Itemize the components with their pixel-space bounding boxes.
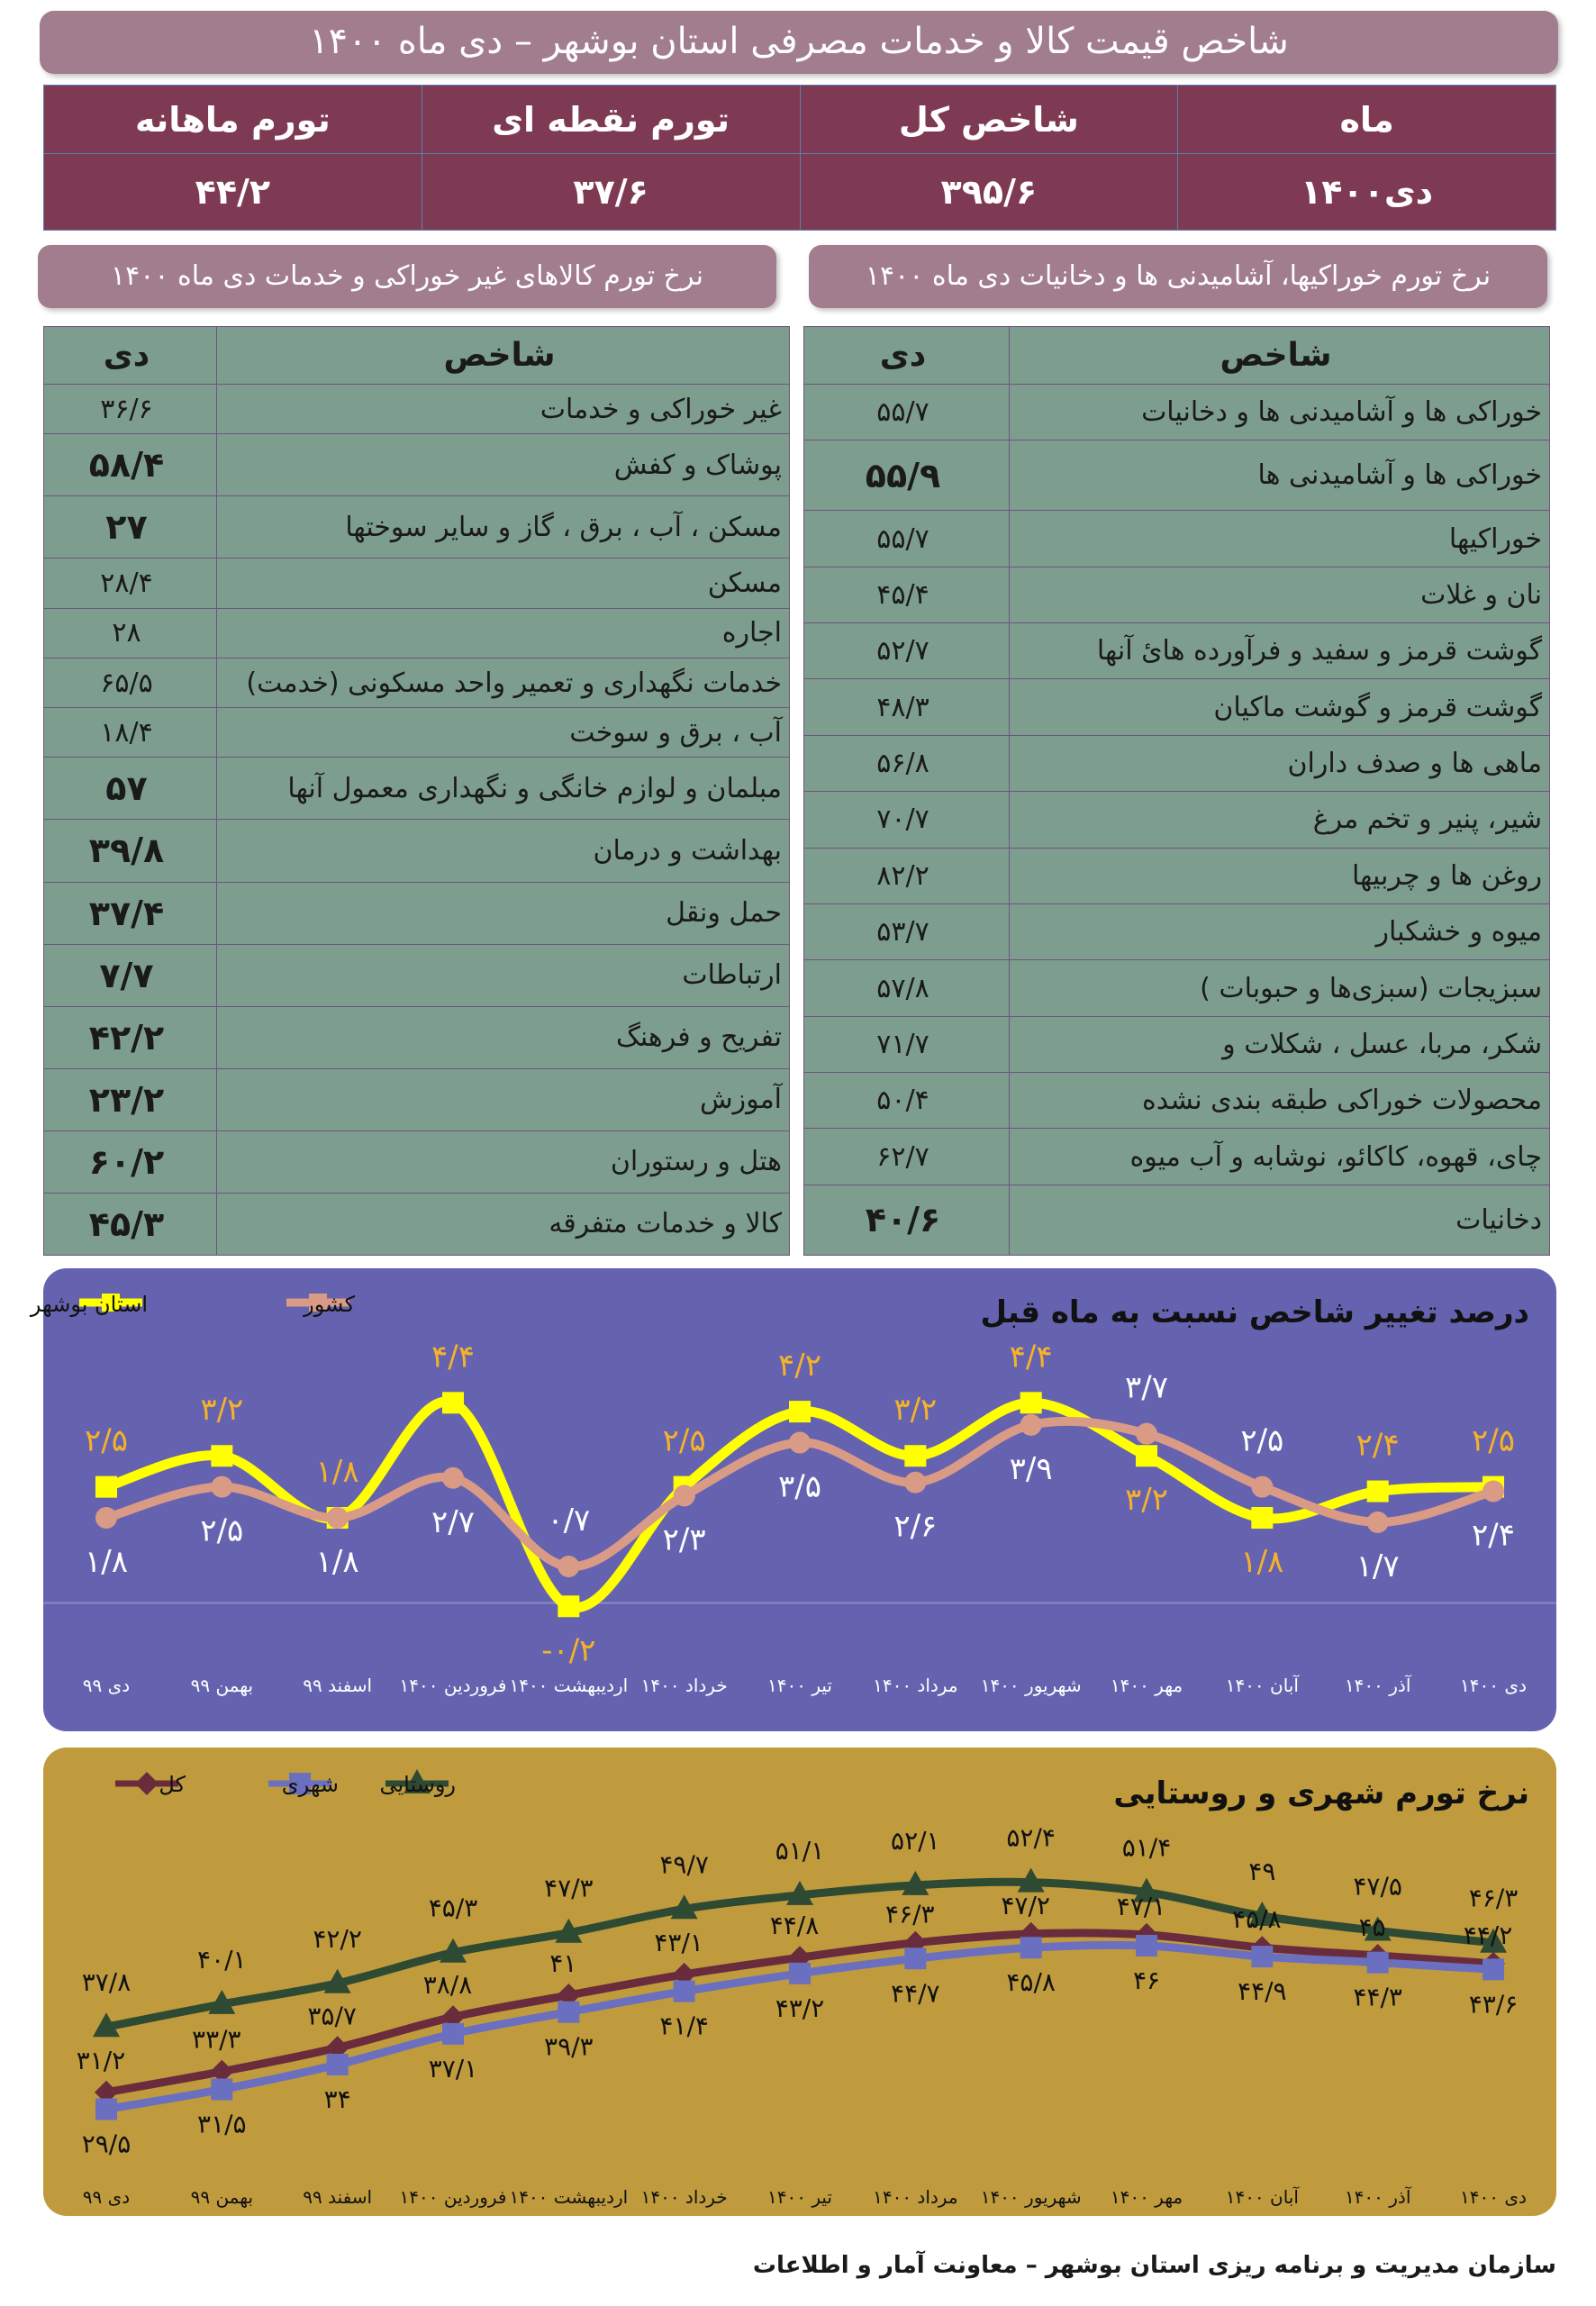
nonfood-row-name: هتل و رستوران	[217, 1130, 790, 1193]
x-tick-label: اسفند ۹۹	[303, 1675, 373, 1696]
food-row	[804, 848, 1550, 903]
x-tick-label: فروردین ۱۴۰۰	[399, 2186, 507, 2208]
nonfood-row-name: بهداشت و درمان	[217, 820, 790, 882]
summary-header-point-inflation: تورم نقطه ای	[422, 86, 800, 154]
country-value-label: ۲/۵	[1240, 1422, 1284, 1459]
province-value-label: ۱/۸	[1240, 1544, 1284, 1581]
province-value-label: ۴/۴	[1009, 1339, 1053, 1375]
country-value-label: ۲/۳	[662, 1521, 706, 1558]
nonfood-row-value: ۱۸/۴	[44, 708, 217, 758]
nonfood-row	[44, 708, 790, 758]
nonfood-row-name: غیر خوراکی و خدمات	[217, 385, 790, 434]
legend-label-2: روستایی	[379, 1772, 456, 1797]
food-row-value: ۸۲/۲	[804, 848, 1010, 903]
x-tick-label: فروردین ۱۴۰۰	[399, 1675, 507, 1696]
nonfood-row-value: ۳۶/۶	[44, 385, 217, 434]
x-tick-label: آبان ۱۴۰۰	[1225, 1675, 1299, 1696]
nonfood-row	[44, 1068, 790, 1130]
food-row-name: خوراکیها	[1010, 511, 1550, 567]
rural-value-label: ۴۰/۱	[197, 1944, 247, 1975]
nonfood-row	[44, 1193, 790, 1255]
urban-point	[904, 1947, 926, 1969]
food-inflation-table	[803, 326, 1550, 1256]
nonfood-row-value: ۳۷/۴	[44, 882, 217, 944]
province-value-label: ۳/۲	[1125, 1482, 1168, 1519]
nonfood-row-value: ۶۰/۲	[44, 1130, 217, 1193]
legend-label-1: شهری	[281, 1772, 339, 1797]
province-value-label: ۳/۲	[200, 1392, 244, 1429]
nonfood-row-name: مبلمان و لوازم خانگی و نگهداری معمول آنها	[217, 758, 790, 820]
food-col-index: شاخص	[1010, 327, 1550, 385]
nonfood-col-value: دی	[44, 327, 217, 385]
country-value-label: ۳/۷	[1125, 1369, 1168, 1406]
urban-point	[1020, 1937, 1042, 1958]
total-value-label: ۳۵/۷	[307, 2001, 357, 2031]
province-point	[1020, 1392, 1042, 1413]
country-value-label: ۳/۹	[1009, 1450, 1053, 1487]
nonfood-row-name: حمل ونقل	[217, 882, 790, 944]
urban-value-label: ۳۱/۵	[197, 2109, 247, 2139]
food-row-name: چای، قهوه، کاکائو، نوشابه و آب میوه	[1010, 1129, 1550, 1185]
nonfood-row-value: ۲۳/۲	[44, 1068, 217, 1130]
country-value-label: ۱/۷	[1356, 1548, 1400, 1584]
food-row-value: ۵۲/۷	[804, 623, 1010, 679]
food-row-name: خوراکی ها و آشامیدنی ها	[1010, 440, 1550, 511]
x-tick-label: آذر ۱۴۰۰	[1344, 1675, 1411, 1696]
food-row	[804, 385, 1550, 440]
nonfood-row-value: ۲۷	[44, 496, 217, 558]
urban-value-label: ۳۹/۳	[544, 2031, 594, 2062]
x-tick-label: دی ۹۹	[82, 1675, 131, 1696]
urban-value-label: ۴۳/۲	[775, 1993, 825, 2023]
total-value-label: ۳۸/۸	[422, 1970, 473, 2001]
summary-header-monthly-inflation: تورم ماهانه	[44, 86, 422, 154]
nonfood-row-value: ۲۸/۴	[44, 558, 217, 608]
food-row-value: ۷۱/۷	[804, 1016, 1010, 1072]
food-row	[804, 1073, 1550, 1129]
x-tick-label: دی ۱۴۰۰	[1460, 1675, 1527, 1696]
food-row-name: سبزیجات (سبزی‌ها و حبوبات )	[1010, 960, 1550, 1016]
urban-rural-chart-panel	[43, 1748, 1556, 2216]
legend-marker-0	[135, 1772, 159, 1795]
nonfood-row-name: ارتباطات	[217, 944, 790, 1006]
nonfood-row-name: پوشاک و کفش	[217, 434, 790, 496]
province-value-label: ۳/۲	[893, 1392, 938, 1429]
x-tick-label: آبان ۱۴۰۰	[1225, 2186, 1299, 2208]
x-tick-label: تیر ۱۴۰۰	[767, 2186, 832, 2208]
urban-value-label: ۴۱/۴	[659, 2011, 709, 2041]
food-row	[804, 735, 1550, 791]
country-point	[442, 1467, 464, 1489]
country-point	[558, 1556, 579, 1577]
summary-point-inflation: ۳۷/۶	[422, 154, 800, 231]
food-col-value: دی	[804, 327, 1010, 385]
urban-value-label: ۴۴/۷	[891, 1978, 940, 2009]
country-point	[789, 1432, 811, 1454]
x-tick-label: خرداد ۱۴۰۰	[640, 1675, 728, 1696]
food-row-value: ۵۵/۷	[804, 385, 1010, 440]
food-row-value: ۵۳/۷	[804, 903, 1010, 959]
urban-point	[674, 1981, 695, 2002]
nonfood-row	[44, 758, 790, 820]
nonfood-row-name: آب ، برق و سوخت	[217, 708, 790, 758]
country-point	[904, 1472, 926, 1493]
nonfood-col-index: شاخص	[217, 327, 790, 385]
x-tick-label: اسفند ۹۹	[303, 2186, 373, 2208]
province-point	[442, 1392, 464, 1413]
rural-value-label: ۵۲/۴	[1006, 1822, 1056, 1853]
summary-header-total-index: شاخص کل	[800, 86, 1178, 154]
nonfood-row	[44, 558, 790, 608]
urban-value-label: ۴۵/۸	[1006, 1967, 1056, 1998]
rural-value-label: ۴۹	[1248, 1857, 1276, 1886]
summary-month: دی۱۴۰۰	[1178, 154, 1556, 231]
nonfood-row	[44, 385, 790, 434]
x-tick-label: اردیبهشت ۱۴۰۰	[509, 2186, 629, 2208]
country-point	[211, 1476, 232, 1498]
country-value-label: ۰/۷	[547, 1503, 591, 1539]
rural-value-label: ۴۵/۳	[428, 1893, 478, 1923]
country-point	[1136, 1423, 1157, 1445]
nonfood-row	[44, 658, 790, 707]
country-point	[674, 1484, 695, 1506]
legend-label-1: کشور	[304, 1292, 355, 1317]
nonfood-row-value: ۳۹/۸	[44, 820, 217, 882]
legend-label-0: کل	[159, 1772, 186, 1797]
rural-value-label: ۳۷/۸	[81, 1967, 131, 1998]
total-value-label: ۴۴/۸	[769, 1911, 820, 1941]
nonfood-row-name: مسکن	[217, 558, 790, 608]
food-row	[804, 440, 1550, 511]
food-row	[804, 623, 1550, 679]
province-value-label: ۴/۴	[431, 1339, 475, 1375]
food-row-value: ۵۵/۷	[804, 511, 1010, 567]
country-point	[1367, 1512, 1389, 1533]
food-row-name: ماهی ها و صدف داران	[1010, 735, 1550, 791]
urban-point	[442, 2023, 464, 2045]
province-value-label: ۴/۲	[778, 1348, 821, 1385]
x-tick-label: تیر ۱۴۰۰	[767, 1675, 832, 1696]
country-point	[95, 1507, 117, 1529]
country-point	[1020, 1414, 1042, 1436]
urban-value-label: ۲۹/۵	[81, 2129, 131, 2159]
nonfood-row-value: ۵۷	[44, 758, 217, 820]
nonfood-row-value: ۷/۷	[44, 944, 217, 1006]
country-point	[1251, 1476, 1273, 1498]
urban-value-label: ۳۴	[323, 2084, 351, 2114]
nonfood-row	[44, 608, 790, 658]
food-row	[804, 511, 1550, 567]
x-tick-label: بهمن ۹۹	[190, 2186, 254, 2208]
food-row-name: نان و غلات	[1010, 567, 1550, 622]
rural-value-label: ۴۲/۲	[313, 1923, 362, 1954]
country-value-label: ۲/۵	[200, 1512, 244, 1549]
nonfood-row-name: تفریح و فرهنگ	[217, 1006, 790, 1068]
total-value-label: ۴۶/۳	[885, 1899, 935, 1929]
urban-point	[1483, 1958, 1504, 1980]
urban-point	[1251, 1946, 1273, 1967]
province-value-label: ۲/۴	[1356, 1427, 1400, 1464]
urban-value-label: ۴۶	[1132, 1966, 1161, 1995]
x-tick-label: مرداد ۱۴۰۰	[873, 2186, 958, 2208]
urban-value-label: ۴۴/۹	[1238, 1976, 1287, 2007]
province-point	[789, 1401, 811, 1422]
urban-point	[558, 2002, 579, 2023]
country-value-label: ۲/۶	[893, 1508, 938, 1545]
nonfood-panel-title: نرخ تورم کالاهای غیر خوراکی و خدمات دی ماه ۱۴۰۰	[38, 245, 776, 308]
urban-value-label: ۴۳/۶	[1468, 1989, 1519, 2020]
monthly-change-chart-panel	[30, 1268, 1556, 1731]
food-row-name: شکر، مربا، عسل ، شکلات و	[1010, 1016, 1550, 1072]
x-tick-label: خرداد ۱۴۰۰	[640, 2186, 728, 2208]
food-row-name: گوشت قرمز و گوشت ماکیان	[1010, 679, 1550, 735]
x-tick-label: شهریور ۱۴۰۰	[980, 1675, 1082, 1696]
food-row	[804, 792, 1550, 848]
rural-value-label: ۴۹/۷	[659, 1849, 709, 1880]
food-row-value: ۷۰/۷	[804, 792, 1010, 848]
nonfood-row-name: اجاره	[217, 608, 790, 658]
food-row	[804, 960, 1550, 1016]
urban-point	[95, 2099, 117, 2120]
nonfood-row-value: ۶۵/۵	[44, 658, 217, 707]
urban-point	[789, 1963, 811, 1984]
province-point	[904, 1445, 926, 1466]
nonfood-row	[44, 1006, 790, 1068]
chart-title: نرخ تورم شهری و روستایی	[1113, 1775, 1529, 1811]
nonfood-row-value: ۵۸/۴	[44, 434, 217, 496]
x-tick-label: مهر ۱۴۰۰	[1110, 1675, 1183, 1696]
food-row	[804, 679, 1550, 735]
rural-value-label: ۴۷/۳	[544, 1873, 594, 1903]
x-tick-label: دی ۱۴۰۰	[1460, 2186, 1527, 2208]
summary-monthly-inflation: ۴۴/۲	[44, 154, 422, 231]
food-row	[804, 1129, 1550, 1185]
food-row	[804, 1185, 1550, 1255]
food-row	[804, 1016, 1550, 1072]
total-value-label: ۴۵	[1358, 1912, 1386, 1942]
nonfood-inflation-table	[43, 326, 790, 1256]
summary-table	[43, 85, 1556, 231]
x-tick-label: مهر ۱۴۰۰	[1110, 2186, 1183, 2208]
rural-value-label: ۴۶/۳	[1468, 1883, 1519, 1913]
nonfood-row	[44, 944, 790, 1006]
nonfood-row	[44, 496, 790, 558]
food-row-name: دخانیات	[1010, 1185, 1550, 1255]
country-value-label: ۲/۷	[431, 1503, 475, 1540]
nonfood-row	[44, 882, 790, 944]
legend-label-0: استان بوشهر	[30, 1292, 148, 1317]
nonfood-row-name: خدمات نگهداری و تعمیر واحد مسکونی (خدمت)	[217, 658, 790, 707]
food-row-name: شیر، پنیر و تخم مرغ	[1010, 792, 1550, 848]
province-point	[558, 1595, 579, 1617]
nonfood-row	[44, 434, 790, 496]
page-title: شاخص قیمت کالا و خدمات مصرفی استان بوشهر – دی ماه ۱۴۰۰	[40, 11, 1558, 74]
total-value-label: ۴۴/۲	[1463, 1920, 1513, 1950]
province-point	[1251, 1507, 1273, 1529]
country-point	[1483, 1481, 1504, 1503]
urban-value-label: ۳۷/۱	[428, 2053, 478, 2084]
country-point	[327, 1507, 349, 1529]
x-tick-label: اردیبهشت ۱۴۰۰	[509, 1675, 629, 1696]
x-tick-label: مرداد ۱۴۰۰	[873, 1675, 958, 1696]
x-tick-label: دی ۹۹	[82, 2186, 131, 2208]
food-row-name: میوه و خشکبار	[1010, 903, 1550, 959]
food-row-value: ۴۵/۴	[804, 567, 1010, 622]
country-value-label: ۳/۵	[778, 1468, 821, 1505]
food-row	[804, 567, 1550, 622]
total-value-label: ۳۱/۲	[76, 2045, 126, 2075]
nonfood-row-name: آموزش	[217, 1068, 790, 1130]
food-row-name: روغن ها و چربیها	[1010, 848, 1550, 903]
province-value-label: ۲/۵	[1472, 1422, 1515, 1459]
province-point	[1367, 1481, 1389, 1503]
nonfood-row-name: مسکن ، آب ، برق ، گاز و سایر سوختها	[217, 496, 790, 558]
food-panel-title: نرخ تورم خوراکیها، آشامیدنی ها و دخانیات دی ماه ۱۴۰۰	[809, 245, 1547, 308]
total-value-label: ۳۳/۳	[192, 2024, 241, 2055]
province-value-label: ۲/۵	[85, 1422, 128, 1459]
urban-rural-chart	[43, 1748, 1556, 2216]
province-point	[95, 1476, 117, 1498]
province-value-label: ۱/۸	[315, 1454, 359, 1491]
urban-value-label: ۴۴/۳	[1353, 1982, 1402, 2012]
total-value-label: ۴۷/۱	[1116, 1891, 1166, 1921]
urban-point	[327, 2054, 349, 2075]
province-point	[1136, 1445, 1157, 1466]
food-row-value: ۴۰/۶	[804, 1185, 1010, 1255]
food-row	[804, 903, 1550, 959]
nonfood-row	[44, 1130, 790, 1193]
food-row-value: ۴۸/۳	[804, 679, 1010, 735]
urban-point	[1136, 1935, 1157, 1956]
rural-value-label: ۵۱/۴	[1121, 1832, 1172, 1863]
nonfood-row-value: ۲۸	[44, 608, 217, 658]
country-value-label: ۲/۴	[1472, 1517, 1515, 1554]
country-value-label: ۱/۸	[315, 1544, 359, 1581]
rural-value-label: ۵۱/۱	[775, 1835, 825, 1866]
nonfood-row	[44, 820, 790, 882]
food-row-value: ۵۶/۸	[804, 735, 1010, 791]
nonfood-row-name: کالا و خدمات متفرقه	[217, 1193, 790, 1255]
food-row-name: محصولات خوراکی طبقه بندی نشده	[1010, 1073, 1550, 1129]
total-value-label: ۴۵/۸	[1232, 1904, 1282, 1935]
province-value-label: ۰/۲-	[541, 1632, 596, 1669]
nonfood-row-value: ۴۲/۲	[44, 1006, 217, 1068]
rural-value-label: ۴۷/۵	[1353, 1871, 1402, 1902]
rural-value-label: ۵۲/۱	[891, 1825, 940, 1856]
x-tick-label: بهمن ۹۹	[190, 1675, 254, 1696]
food-row-value: ۵۰/۴	[804, 1073, 1010, 1129]
total-value-label: ۴۳/۱	[654, 1927, 703, 1957]
footer-credit: سازمان مدیریت و برنامه ریزی استان بوشهر – معاونت آمار و اطلاعات	[752, 2252, 1556, 2279]
total-value-label: ۴۷/۲	[1001, 1890, 1050, 1920]
food-row-value: ۶۲/۷	[804, 1129, 1010, 1185]
food-row-name: خوراکی ها و آشامیدنی ها و دخانیات	[1010, 385, 1550, 440]
province-point	[211, 1445, 232, 1466]
chart-title: درصد تغییر شاخص نسبت به ماه قبل	[980, 1294, 1529, 1330]
food-row-name: گوشت قرمز و سفید و فرآورده هائ آنها	[1010, 623, 1550, 679]
monthly-change-chart	[30, 1268, 1556, 1731]
nonfood-row-value: ۴۵/۳	[44, 1193, 217, 1255]
province-value-label: ۲/۵	[662, 1422, 706, 1459]
food-row-value: ۵۷/۸	[804, 960, 1010, 1016]
x-tick-label: شهریور ۱۴۰۰	[980, 2186, 1082, 2208]
urban-point	[1367, 1952, 1389, 1974]
food-row-value: ۵۵/۹	[804, 440, 1010, 511]
country-value-label: ۱/۸	[85, 1544, 128, 1581]
total-value-label: ۴۱	[549, 1948, 577, 1978]
x-tick-label: آذر ۱۴۰۰	[1344, 2186, 1411, 2208]
urban-point	[211, 2079, 232, 2101]
summary-header-month: ماه	[1178, 86, 1556, 154]
summary-total-index: ۳۹۵/۶	[800, 154, 1178, 231]
